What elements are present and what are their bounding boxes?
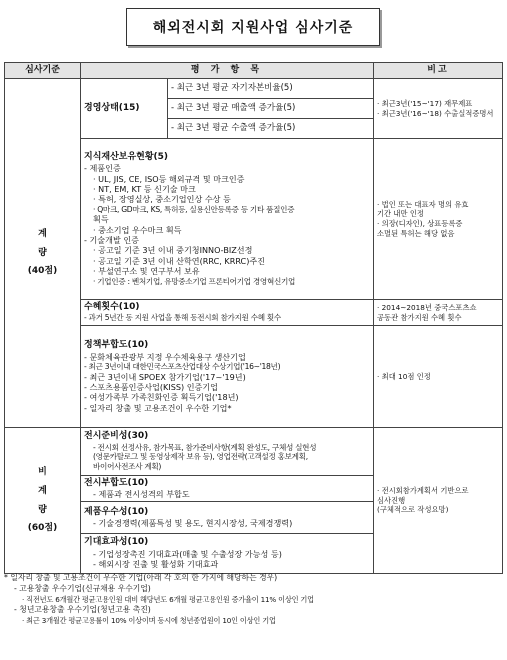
- quant-char-1: 계: [38, 228, 47, 239]
- grant-note: · 2014~2018년 중국스포츠쇼 공동관 참가지원 수혜 횟수: [374, 300, 503, 326]
- footnotes: [4, 573, 502, 626]
- management-item-1: - 최근 3년 평균 자기자본비율(5): [168, 79, 374, 99]
- qual-char-2: 계: [38, 485, 47, 496]
- qual-note: · 전시회참가계획서 기반으로 심사진행 (구체적으로 작성요망): [374, 428, 503, 574]
- management-item-2: - 최근 3년 평균 매출액 증가율(5): [168, 99, 374, 119]
- effect-title: 기대효과성(10): [84, 537, 149, 548]
- policy-note: · 최대 10점 인정: [374, 326, 503, 428]
- product-title: 제품우수성(10): [84, 506, 149, 517]
- qual-char-3: 량: [38, 504, 47, 515]
- management-label: 경영상태(15): [81, 79, 168, 139]
- qual-points: (60점): [27, 523, 58, 534]
- prep-title: 전시준비성(30): [84, 431, 149, 442]
- quant-points: (40점): [27, 266, 58, 277]
- ip-note: · 법인 또는 대표자 명의 유효 기간 내만 인정 · 의장(디자인), 상표등록증 소멸된 특허는 해당 없음: [374, 139, 503, 300]
- fit-title: 전시부합도(10): [84, 477, 149, 488]
- product-block: 제품우수성(10) - 기술경쟁력(제품특성 및 용도, 현지시장성, 국제경쟁력): [81, 502, 374, 534]
- management-note: · 최근3년('15~'17) 재무제표 · 최근3년('16~'18) 수출실적증명서: [374, 79, 503, 139]
- header-category: 심사기준: [5, 63, 81, 79]
- policy-block: 정책부합도(10) - 문화체육관광부 지정 우수체육용구 생산기업 - 최근 3년이내 대한민국스포츠산업대상 수상기업('16~'18년) - 최근 3년이내 SPOEX 참가기업('17~'19년) - 스포츠용품인증사업(KISS) 인증기업 - 여성가족부 가족친화인증 획득기업('18년) - 일자리 창출 및 고용조건이 우수한 기업*: [81, 326, 374, 428]
- ip-block: 지식재산보유현황(5) - 제품인증 · UL, JIS, CE, ISO등 해외규격 및 마크인증 · NT, EM, KT 등 신기술 마크 · 특허, 장영실상, 중소기업인상 수상 등 · Q마크, GD마크, KS, 특허등, 실용신안등록증 등 기타 품질인증 획득 · 중소기업 우수마크 획득 - 기술개발 인증 · 공고일 기준 3년 이내 중기청INNO-BIZ선정 · 공고일 기준 3년 이내 산학연(RRC, KRRC)주진 · 부설연구소 및 연구부서 보유 · 기업인증 : 벤처기업, 유망중소기업 프론티어기업 경영혁신기업: [81, 139, 374, 300]
- effect-block: 기대효과성(10) - 기업성장촉진 기대효과(매출 및 수출성장 가능성 등) - 해외시장 진출 및 활성화 기대효과: [81, 534, 374, 574]
- management-item-3: - 최근 3년 평균 수출액 증가율(5): [168, 119, 374, 139]
- header-evaluation: 평 가 항 목: [81, 63, 374, 79]
- fit-block: 전시부합도(10) - 제품과 전시성격의 부합도: [81, 476, 374, 502]
- criteria-table: [4, 62, 503, 574]
- grant-title: 수혜횟수(10): [84, 301, 140, 312]
- footnote-5: · 최근 3개월간 평균고용률이 10% 이상이며 동시에 청년종업원이 10인 이상인 기업: [22, 615, 276, 625]
- header-note: 비고: [374, 63, 503, 79]
- grant-block: 수혜횟수(10) - 과거 5년간 동 지원 사업을 통해 동전시회 참가지원 수혜 횟수: [81, 300, 374, 326]
- policy-title: 정책부합도(10): [84, 339, 149, 350]
- ip-title: 지식재산보유현황(5): [84, 151, 169, 162]
- prep-block: 전시준비성(30) - 전시회 선정사유, 참가목표, 참가준비사항(계획 완성도, 구체성 실현성 (영문카탈로그 및 동영상제작 보유 등), 영업전략(고객설정 홍보계획, 바이어사전조사 계획): [81, 428, 374, 476]
- qual-char-1: 비: [38, 466, 47, 477]
- footnote-2: - 고용창출 우수기업(신규채용 우수기업): [14, 583, 151, 593]
- prep-row: [5, 428, 503, 476]
- document-title: 해외전시회 지원사업 심사기준: [126, 8, 380, 46]
- management-row: [5, 79, 503, 99]
- category-quantitative: [5, 79, 81, 428]
- header-row: [5, 63, 503, 79]
- footnote-4: - 청년고용창출 우수기업(청년고용 촉진): [14, 604, 151, 614]
- footnote-3: · 직전년도 6개월간 평균고용인원 대비 해당년도 6개월 평균고용인원 증가율이 11% 이상인 기업: [22, 594, 314, 604]
- quant-char-2: 량: [38, 247, 47, 258]
- category-qualitative: [5, 428, 81, 574]
- footnote-1: * 일자리 창출 및 고용조건이 우수한 기업(아래 각 호의 한 가지에 해당하는 경우): [4, 573, 278, 582]
